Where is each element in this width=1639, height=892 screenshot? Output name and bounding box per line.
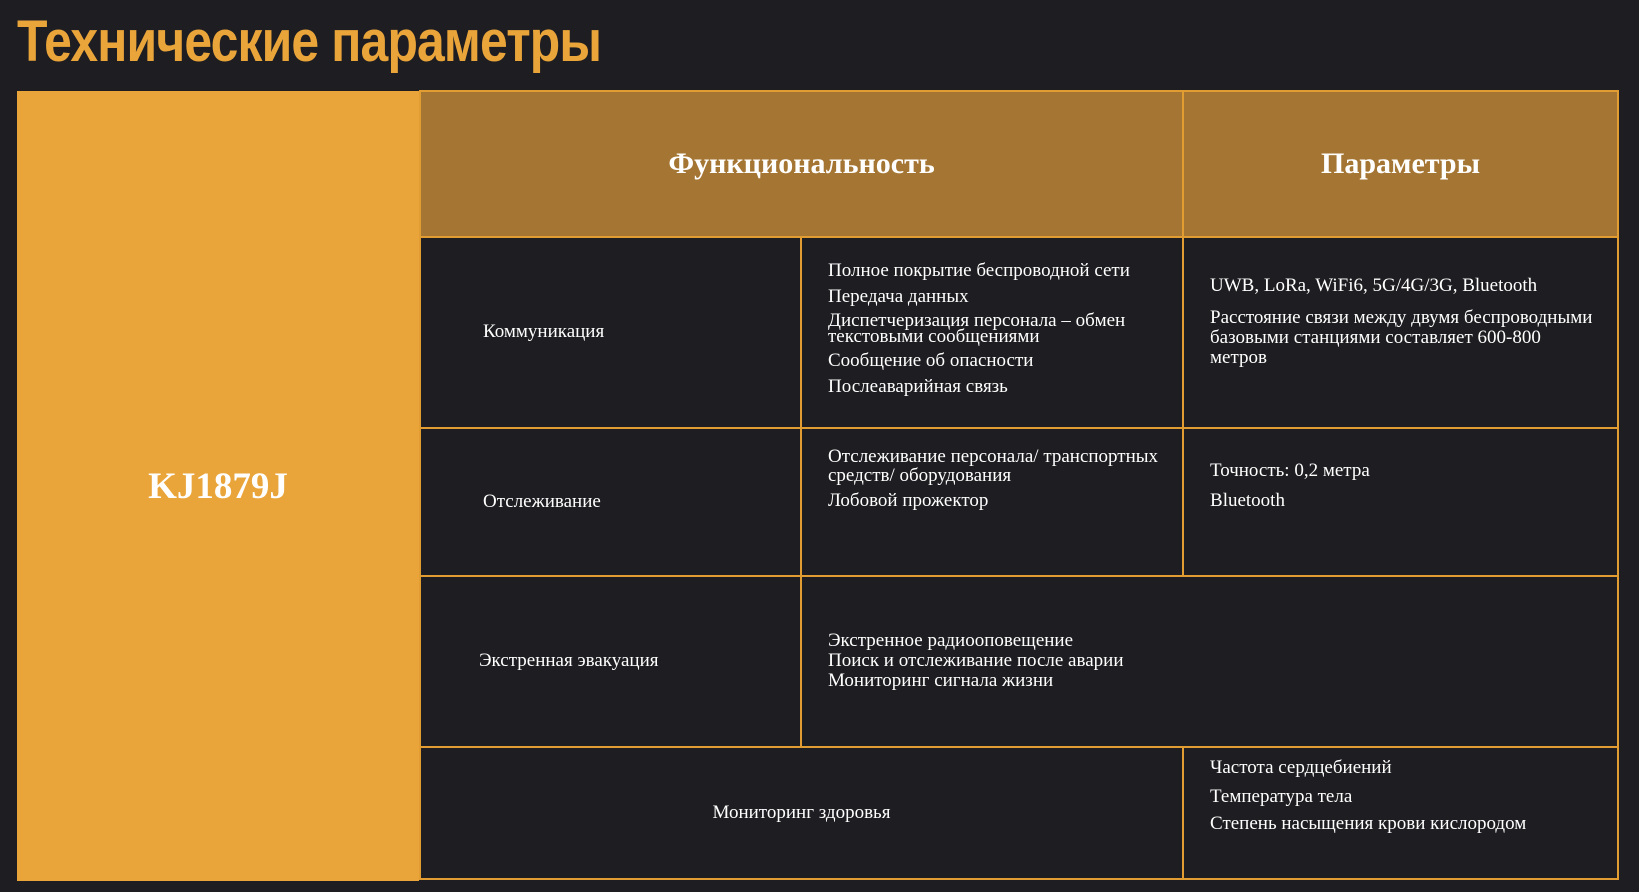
list-item: Температура тела [1210,785,1353,807]
spec-table [419,90,1619,880]
model-label: KJ1879J [148,465,288,507]
table-row [420,428,1618,576]
list-item: Степень насыщения крови кислородом [1210,812,1527,834]
parameters-communication [1183,237,1618,428]
list-item: Лобовой прожектор [828,489,989,511]
list-item: Полное покрытие беспроводной сети [828,260,1130,282]
list-item: Поиск и отслеживание после аварии [828,650,1124,672]
parameters-tracking [1183,428,1618,576]
list-item: Отслеживание персонала/ транспортных средств/ оборудования [828,445,1159,486]
table-row [420,747,1618,879]
parameters-health [1183,747,1618,879]
list-item: Диспетчеризация персонала – обмен текстовыми сообщениями [828,310,1126,348]
table-row [420,576,1618,747]
list-item: Экстренное радиооповещение [828,630,1074,652]
list-item: Частота сердцебиений [1210,756,1392,778]
table-header-row [420,91,1618,237]
functions-communication [801,237,1183,428]
category-communication: Коммуникация [420,237,801,428]
list-item: Послеаварийная связь [828,376,1008,398]
page-title: Технические параметры [17,9,602,74]
category-tracking: Отслеживание [420,428,801,576]
list-item: Расстояние связи между двумя беспроводными базовыми станциями составляет 600-800 метров [1210,307,1593,368]
list-item: Точность: 0,2 метра [1210,459,1370,481]
list-item: Мониторинг сигнала жизни [828,670,1054,692]
list-item: Сообщение об опасности [828,350,1034,372]
category-evacuation: Экстренная эвакуация [420,576,801,747]
table-row [420,237,1618,428]
category-health: Мониторинг здоровья [420,747,1183,879]
functions-tracking [801,428,1183,576]
list-item: Передача данных [828,286,969,308]
functions-evacuation [801,576,1618,747]
header-parameters: Параметры [1183,91,1618,237]
model-panel [17,91,419,881]
header-functionality: Функциональность [420,91,1183,237]
list-item: UWB, LoRa, WiFi6, 5G/4G/3G, Bluetooth [1210,275,1538,296]
list-item: Bluetooth [1210,489,1285,511]
